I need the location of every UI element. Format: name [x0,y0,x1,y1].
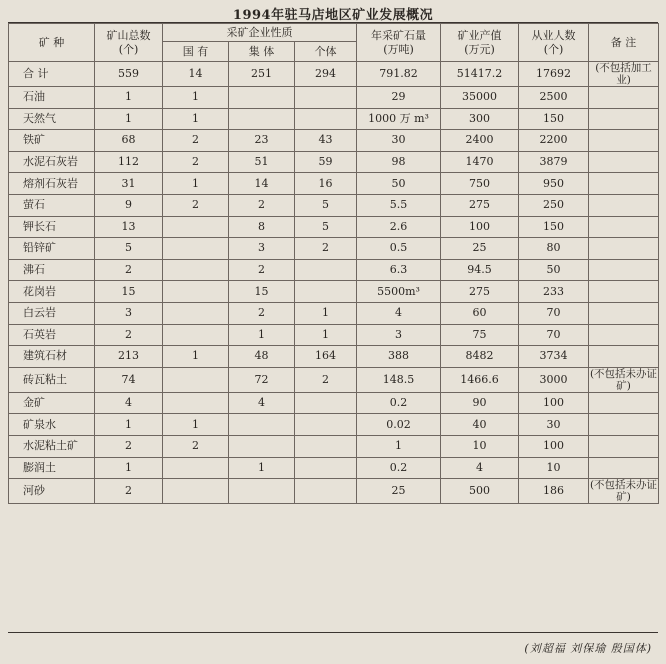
cell-note: (不包括未办证矿) [589,367,658,392]
cell-mineral: 熔剂石灰岩 [9,173,95,195]
cell-mineral: 石英岩 [9,324,95,346]
table-row [9,392,659,414]
cell-state: 2 [163,194,229,216]
cell-individual: 43 [295,130,357,152]
cell-individual [295,435,357,457]
cell-output: 1 [357,435,441,457]
cell-mineral: 合 计 [9,62,95,87]
cell-count: 1 [95,87,163,109]
cell-output: 388 [357,346,441,368]
cell-individual: 5 [295,194,357,216]
cell-output: 3 [357,324,441,346]
cell-mineral: 金矿 [9,392,95,414]
cell-value: 275 [441,194,519,216]
table-row [9,173,659,195]
cell-count: 3 [95,302,163,324]
cell-value: 51417.2 [441,62,519,87]
cell-state [163,457,229,479]
cell-note: (不包括加工业) [589,62,659,87]
header-collective: 集 体 [229,42,295,62]
table-row [9,346,659,368]
cell-collective: 4 [229,392,295,414]
cell-state [163,281,229,303]
cell-value: 750 [441,173,519,195]
cell-count: 13 [95,216,163,238]
table-row [9,130,659,152]
cell-mineral: 膨润土 [9,457,95,479]
cell-mineral: 白云岩 [9,302,95,324]
cell-employees: 186 [519,479,589,504]
cell-value: 94.5 [441,259,519,281]
cell-employees: 30 [519,414,589,436]
cell-individual [295,392,357,414]
cell-state: 1 [163,346,229,368]
cell-output: 5.5 [357,194,441,216]
header-output: 年采矿石量 (万吨) [357,24,441,62]
cell-individual: 16 [295,173,357,195]
cell-mineral: 铁矿 [9,130,95,152]
cell-value: 2400 [441,130,519,152]
header-mine-count: 矿山总数 (个) [95,24,163,62]
cell-count: 112 [95,151,163,173]
cell-mineral: 萤石 [9,194,95,216]
cell-employees: 250 [519,194,589,216]
cell-value: 40 [441,414,519,436]
cell-collective [229,108,295,130]
cell-output: 6.3 [357,259,441,281]
cell-state [163,324,229,346]
cell-state: 2 [163,435,229,457]
header-state: 国 有 [163,42,229,62]
cell-state: 1 [163,414,229,436]
cell-output: 0.5 [357,238,441,260]
cell-output: 1000 万 m³ [357,108,441,130]
cell-collective: 72 [229,367,295,392]
mining-table [8,23,659,504]
cell-note [589,173,659,195]
table-row [9,414,659,436]
cell-employees: 50 [519,259,589,281]
cell-collective [229,87,295,109]
cell-state [163,259,229,281]
cell-individual [295,281,357,303]
cell-collective: 15 [229,281,295,303]
cell-individual: 2 [295,238,357,260]
cell-count: 2 [95,479,163,504]
table-row [9,194,659,216]
header-employees: 从业人数 (个) [519,24,589,62]
cell-value: 275 [441,281,519,303]
cell-employees: 100 [519,392,589,414]
cell-employees: 150 [519,216,589,238]
cell-individual: 164 [295,346,357,368]
cell-employees: 150 [519,108,589,130]
table-body [9,62,659,504]
header-value: 矿业产值 (万元) [441,24,519,62]
table-row [9,324,659,346]
cell-state: 1 [163,87,229,109]
cell-note [589,108,659,130]
bottom-rule [8,632,658,633]
cell-individual: 294 [295,62,357,87]
cell-individual [295,259,357,281]
cell-individual [295,414,357,436]
cell-note [589,238,659,260]
cell-collective: 2 [229,259,295,281]
cell-mineral: 沸石 [9,259,95,281]
table-row [9,302,659,324]
cell-employees: 10 [519,457,589,479]
cell-mineral: 矿泉水 [9,414,95,436]
cell-collective: 51 [229,151,295,173]
header-note: 备 注 [589,24,659,62]
cell-state: 1 [163,173,229,195]
cell-output: 50 [357,173,441,195]
cell-state [163,367,229,392]
cell-collective [229,435,295,457]
cell-note [589,392,659,414]
author-byline: (刘超福 刘保瑜 殷国体) [524,642,652,655]
cell-output: 0.02 [357,414,441,436]
cell-collective: 2 [229,194,295,216]
cell-employees: 3734 [519,346,589,368]
cell-value: 300 [441,108,519,130]
cell-mineral: 铅锌矿 [9,238,95,260]
cell-note [589,194,659,216]
cell-count: 213 [95,346,163,368]
table-row [9,238,659,260]
cell-individual [295,479,357,504]
cell-state [163,479,229,504]
cell-state [163,238,229,260]
cell-employees: 17692 [519,62,589,87]
cell-mineral: 花岗岩 [9,281,95,303]
cell-collective: 8 [229,216,295,238]
cell-note [589,435,659,457]
cell-value: 4 [441,457,519,479]
cell-count: 2 [95,435,163,457]
cell-output: 0.2 [357,392,441,414]
table-row [9,435,659,457]
cell-state: 1 [163,108,229,130]
cell-value: 75 [441,324,519,346]
header-individual: 个体 [295,42,357,62]
cell-note [589,414,659,436]
cell-collective: 48 [229,346,295,368]
table-row [9,367,659,392]
cell-mineral: 建筑石材 [9,346,95,368]
cell-note: (不包括未办证矿) [589,479,658,504]
cell-output: 2.6 [357,216,441,238]
cell-employees: 70 [519,324,589,346]
cell-output: 25 [357,479,441,504]
cell-note [589,324,659,346]
cell-employees: 950 [519,173,589,195]
cell-output: 4 [357,302,441,324]
cell-count: 74 [95,367,163,392]
cell-individual [295,457,357,479]
cell-individual: 1 [295,302,357,324]
cell-count: 4 [95,392,163,414]
cell-note [589,302,659,324]
cell-value: 60 [441,302,519,324]
cell-employees: 3000 [519,367,589,392]
cell-note [589,281,659,303]
cell-mineral: 水泥石灰岩 [9,151,95,173]
table-row [9,216,659,238]
table-row [9,87,659,109]
cell-value: 100 [441,216,519,238]
cell-mineral: 砖瓦粘土 [9,367,95,392]
cell-employees: 233 [519,281,589,303]
cell-employees: 100 [519,435,589,457]
cell-state [163,216,229,238]
cell-value: 8482 [441,346,519,368]
cell-individual: 5 [295,216,357,238]
cell-count: 559 [95,62,163,87]
cell-output: 98 [357,151,441,173]
cell-individual [295,108,357,130]
cell-mineral: 天然气 [9,108,95,130]
cell-individual: 59 [295,151,357,173]
cell-count: 2 [95,324,163,346]
cell-individual: 2 [295,367,357,392]
cell-individual: 1 [295,324,357,346]
cell-note [589,216,659,238]
cell-collective: 14 [229,173,295,195]
cell-count: 2 [95,259,163,281]
cell-value: 25 [441,238,519,260]
cell-count: 31 [95,173,163,195]
table-title: 1994年驻马店地区矿业发展概况 [232,8,434,23]
cell-collective: 23 [229,130,295,152]
cell-collective [229,479,295,504]
cell-state: 14 [163,62,229,87]
cell-employees: 2200 [519,130,589,152]
cell-note [589,346,659,368]
cell-count: 1 [95,414,163,436]
table-row [9,62,659,87]
cell-note [589,151,659,173]
table-row [9,281,659,303]
cell-output: 791.82 [357,62,441,87]
header-enterprise-nature: 采矿企业性质 [163,24,357,42]
cell-output: 0.2 [357,457,441,479]
cell-individual [295,87,357,109]
table-row [9,457,659,479]
table-row [9,108,659,130]
cell-employees: 3879 [519,151,589,173]
cell-output: 148.5 [357,367,441,392]
table-row [9,151,659,173]
cell-count: 1 [95,457,163,479]
cell-output: 30 [357,130,441,152]
cell-collective: 2 [229,302,295,324]
cell-mineral: 石油 [9,87,95,109]
table-row [9,259,659,281]
cell-state: 2 [163,130,229,152]
cell-value: 35000 [441,87,519,109]
cell-value: 1470 [441,151,519,173]
cell-collective: 3 [229,238,295,260]
cell-mineral: 河砂 [9,479,95,504]
cell-note [589,87,659,109]
cell-employees: 2500 [519,87,589,109]
cell-employees: 80 [519,238,589,260]
cell-value: 500 [441,479,519,504]
header-mineral: 矿 种 [9,24,95,62]
cell-state: 2 [163,151,229,173]
cell-note [589,457,659,479]
cell-collective [229,414,295,436]
cell-employees: 70 [519,302,589,324]
cell-value: 90 [441,392,519,414]
cell-state [163,392,229,414]
cell-state [163,302,229,324]
cell-count: 5 [95,238,163,260]
cell-value: 10 [441,435,519,457]
cell-note [589,259,659,281]
cell-collective: 1 [229,324,295,346]
cell-count: 1 [95,108,163,130]
cell-count: 9 [95,194,163,216]
cell-note [589,130,659,152]
cell-value: 1466.6 [441,367,519,392]
cell-output: 29 [357,87,441,109]
cell-mineral: 钾长石 [9,216,95,238]
cell-output: 5500m³ [357,281,441,303]
table-row [9,479,659,504]
cell-mineral: 水泥粘土矿 [9,435,95,457]
cell-count: 68 [95,130,163,152]
cell-collective: 251 [229,62,295,87]
cell-count: 15 [95,281,163,303]
cell-collective: 1 [229,457,295,479]
